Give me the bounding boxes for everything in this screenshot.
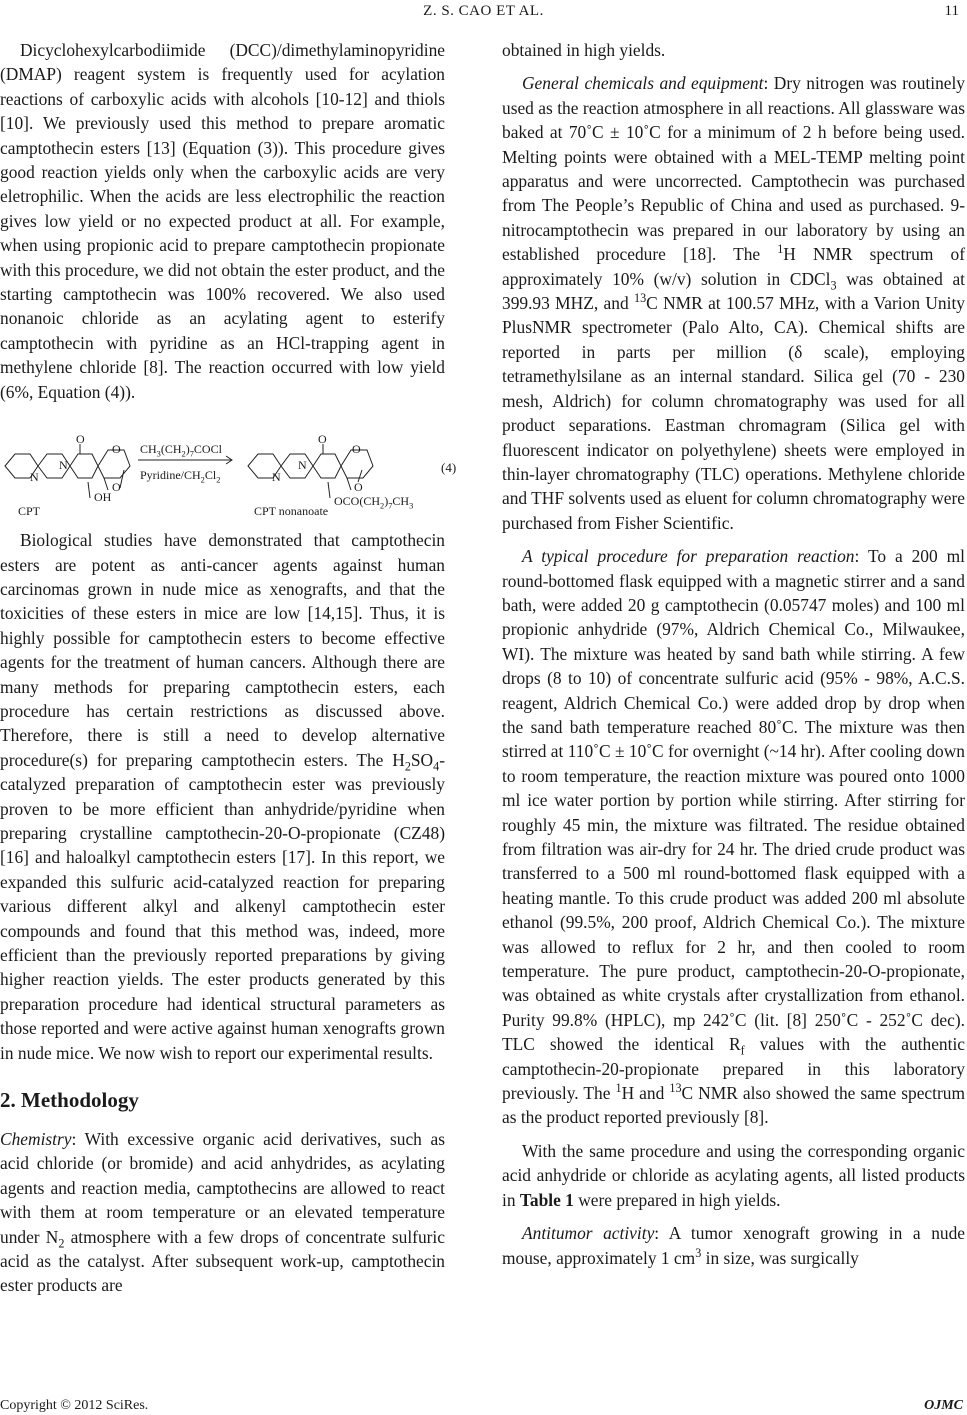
- section-heading-methodology: 2. Methodology: [0, 1088, 139, 1113]
- nonanoate-ester-label: $OCO(CH_2)_7CH_3$: [334, 494, 414, 511]
- reagent-top: $CH_3(CH_2)_7COCl$: [140, 442, 222, 459]
- paragraph-typical-procedure: A typical procedure for preparation reaction: To a 200 ml round-bottomed flask equipped with a magnetic stirrer and a sand bath, were added 20 g camptothecin (0.05747 moles) and 100 ml propionic anhydride (97%, Aldrich Chemical Co., Milwaukee, WI). The mixture was heated by sand bath while stirring. A few drops (8 to 10) of concentrate sulfuric acid (95% - 98%, A.C.S. reagent, Aldrich Chemical Co.) were added drop by drop when the sand bath temperature reached 80˚C. The mixture was then stirred at 110˚C ± 10˚C for overnight (~14 hr). After cooling down to room temperature, the reaction mixture was poured onto 1000 ml ice water portion by portion while stirring. After stirring for roughly 45 min, the mixture was filtrated. The residue obtained from filtration was air-dry for 24 hr. The dried crude product was transferred to a 500 ml round-bottomed flask equipped with a heating mantle. To this crude product was added 200 ml absolute ethanol (99.5%, 200 proof, Aldrich Chemical Co.). The mixture was allowed to reflux for 2 hr, and then cooled to room temperature. The pure product, camptothecin-20-O-propionate, was obtained as white crystals after crystallization from ethanol. Purity 99.8% (HPLC), mp 242˚C (lit. [8] 250˚C - 252˚C dec). TLC showed the identical $R_f$ values with the authentic camptothecin-20-propionate prepared in this laboratory previously. The $^1$H and $^{13}$C NMR also showed the same spectrum as the product reported previously [8].: [502, 546, 965, 1128]
- reagent-bottom: Pyridine/$CH_2Cl_2$: [140, 468, 221, 485]
- atom-label-n: N: [30, 470, 39, 485]
- right-column: [502, 38, 965, 1270]
- cpt-hydroxyl-label: OH: [94, 490, 112, 505]
- running-head: Z. S. CAO ET AL.: [423, 3, 544, 19]
- runin-chemistry: Chemistry: [0, 1129, 72, 1150]
- paragraph-general-chemicals: General chemicals and equipment: Dry nitrogen was routinely used as the reaction atmosphere in all reactions. All glassware was baked at 70˚C ± 10˚C for a minimum of 2 h before being used. Melting points were obtained with a MEL-TEMP melting point apparatus and were uncorrected. Camptothecin was purchased from The People’s Republic of China and used as purchased. 9-nitrocamptothecin was prepared in our laboratory by using an established procedure [18]. The $^1$H NMR spectrum of approximately 10% (w/v) solution in CDCl$_3$ was obtained at 399.93 MHZ, and $^{13}$C NMR at 100.57 MHz, with a Varion Unity PlusNMR spectrometer (Palo Alto, CA). Chemical shifts are reported in parts per million (δ scale), employing tetramethylsilane as an internal standard. Silica gel (70 - 230 mesh, Aldrich) for column chromatography was used for all product separations. Eastman chromagram (Silica gel with fluorescent indicator on polyethylene) sheets were employed in thin-layer chromatography (TLC) operations. Methylene chloride and THF solvents used as eluent for column chromatography were purchased from Fisher Scientific.: [502, 73, 966, 533]
- journal-abbrev: OJMC: [924, 1398, 963, 1413]
- paragraph-chemistry: Chemistry: With excessive organic acid derivatives, such as acid chloride (or bromide) and acid anhydrides, as acylating agents and reaction media, camptothecins are allowed to react with them at room temperature or an elevated temperature under $N_2$ atmosphere with a few drops of concentrate sulfuric acid as the catalyst. After subsequent work-up, camptothecin ester products are: [0, 1129, 445, 1296]
- atom-label-o: O: [76, 432, 85, 447]
- atom-label-o: O: [318, 432, 327, 447]
- runin-general-chemicals: General chemicals and equipment: [522, 73, 764, 94]
- same-procedure-text: With the same procedure and using the corresponding organic acid anhydride or chloride as acylating agents, all listed products in: [502, 1140, 965, 1210]
- atom-label-o: O: [112, 480, 121, 495]
- copyright-notice: Copyright © 2012 SciRes.: [0, 1398, 149, 1413]
- paragraph-antitumor-activity: Antitumor activity: A tumor xenograft growing in a nude mouse, approximately 1 $cm^3$ in size, was surgically: [502, 1223, 966, 1268]
- atom-label-n: N: [59, 458, 68, 473]
- equation-number: (4): [441, 460, 457, 476]
- left-column: [0, 38, 457, 1298]
- cpt-label: CPT: [18, 504, 41, 519]
- runin-typical-procedure: A typical procedure for preparation reaction: [522, 546, 855, 567]
- paragraph-dcc-dmap: Dicyclohexylcarbodiimide (DCC)/dimethylaminopyridine (DMAP) reagent system is frequently used for acylation reactions of carboxylic acids with alcohols [10-12] and thiols [10]. We previously used this method to prepare aromatic camptothecin esters [13] (Equation (3)). This procedure gives good reaction yields only when the carboxylic acids are very eletrophilic. When the acids are less electrophilic the reaction gives low yield or no expected product at all. For example, when using propionic acid to prepare camptothecin propionate with this procedure, we did not obtain the ester product, and the starting camptothecin was 100% recovered. We also used nonanoic chloride as an acylating agent to esterify camptothecin with pyridine as an HCl-trapping agent in methylene chloride [8]. The reaction occurred with low yield (6%, Equation (4)).: [0, 40, 445, 402]
- runin-antitumor-activity: Antitumor activity: [522, 1223, 655, 1244]
- table-1-reference: Table 1: [519, 1189, 574, 1210]
- atom-label-n: N: [298, 458, 307, 473]
- atom-label-o: O: [352, 442, 361, 457]
- paragraph-continuation: obtained in high yields.: [502, 40, 666, 60]
- atom-label-o: O: [112, 442, 121, 457]
- page-header: [0, 0, 967, 26]
- atom-label-o: O: [354, 480, 363, 495]
- atom-label-n: N: [272, 470, 281, 485]
- paragraph-same-procedure: [502, 1139, 965, 1212]
- page-number: 11: [944, 3, 959, 19]
- page-footer: [0, 1398, 967, 1414]
- cpt-nonanoate-label: CPT nonanoate: [254, 504, 329, 519]
- paragraph-biological-studies: Biological studies have demonstrated that camptothecin esters are potent as anti-cancer agents against human carcinomas grown in nude mice as xenografts, and that the toxicities of these esters in mice are low [14,15]. Thus, it is highly possible for camptothecin esters to become effective agents for the treatment of human cancers. Although there are many methods for preparing camptothecin esters, each procedure has certain restrictions as discussed above. Therefore, there is still a need to develop alternative procedure(s) for preparing camptothecin esters. The $H_2SO_4$-catalyzed preparation of camptothecin ester was previously proven to be more efficient than anhydride/pyridine when preparing crystalline camptothecin-20-O-propionate (CZ48) [16] and haloalkyl camptothecin esters [17]. In this report, we expanded this sulfuric acid-catalyzed reaction for preparing various different alkyl and alkenyl camptothecin ester compounds and found that this method was, indeed, more efficient than the previously reported preparations by giving higher reaction yields. The ester products generated by this preparation procedure had identical structural parameters as those reported and were active against human xenografts grown in nude mice. We now wish to report our experimental results.: [0, 530, 445, 1063]
- reaction-scheme-equation-4: [0, 418, 460, 518]
- same-procedure-text-end: were prepared in high yields.: [573, 1189, 781, 1210]
